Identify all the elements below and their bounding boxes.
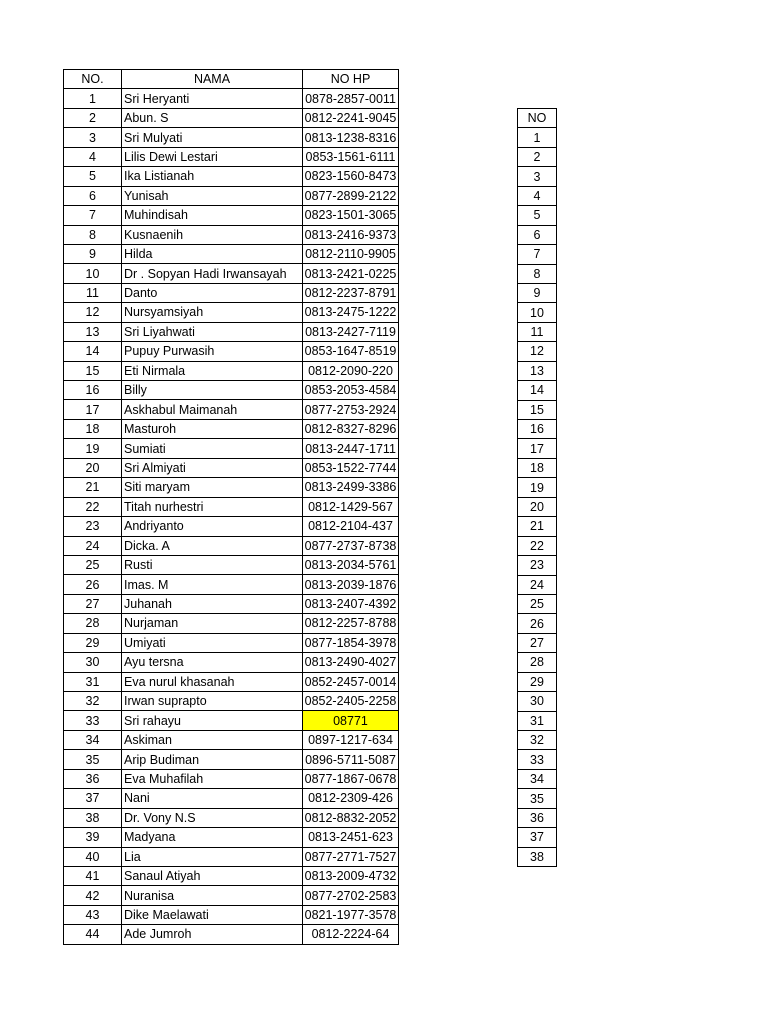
table-row bbox=[64, 322, 399, 341]
table-row bbox=[64, 730, 399, 749]
table-row bbox=[518, 167, 557, 186]
table-row bbox=[64, 808, 399, 827]
number-cell: 26 bbox=[518, 614, 557, 633]
name-cell: Dike Maelawati bbox=[122, 905, 303, 924]
phone-cell: 0812-2224-64 bbox=[303, 925, 399, 944]
phone-cell: 0877-2753-2924 bbox=[303, 400, 399, 419]
row-number-cell: 38 bbox=[64, 808, 122, 827]
phone-cell: 0813-1238-8316 bbox=[303, 128, 399, 147]
table-row bbox=[64, 342, 399, 361]
row-number-cell: 17 bbox=[64, 400, 122, 419]
phone-cell: 0852-2405-2258 bbox=[303, 692, 399, 711]
table-row bbox=[518, 128, 557, 147]
name-cell: Sri Heryanti bbox=[122, 89, 303, 108]
number-cell: 2 bbox=[518, 147, 557, 166]
phone-cell: 0813-2499-3386 bbox=[303, 478, 399, 497]
table-row bbox=[64, 517, 399, 536]
number-cell: 14 bbox=[518, 381, 557, 400]
number-cell: 15 bbox=[518, 400, 557, 419]
table-row bbox=[64, 400, 399, 419]
table-row bbox=[518, 264, 557, 283]
number-cell: 28 bbox=[518, 653, 557, 672]
row-number-cell: 7 bbox=[64, 206, 122, 225]
phone-cell: 0853-2053-4584 bbox=[303, 381, 399, 400]
table-row bbox=[518, 458, 557, 477]
table-row bbox=[518, 206, 557, 225]
table-row bbox=[64, 769, 399, 788]
row-number-cell: 6 bbox=[64, 186, 122, 205]
table-row bbox=[518, 556, 557, 575]
table-row bbox=[518, 769, 557, 788]
row-number-cell: 14 bbox=[64, 342, 122, 361]
table-row bbox=[64, 750, 399, 769]
table-row bbox=[64, 244, 399, 263]
number-cell: 18 bbox=[518, 458, 557, 477]
row-number-cell: 16 bbox=[64, 381, 122, 400]
table-row bbox=[64, 536, 399, 555]
table-row bbox=[64, 789, 399, 808]
table-row bbox=[64, 672, 399, 691]
table-row bbox=[518, 750, 557, 769]
phone-cell: 0823-1501-3065 bbox=[303, 206, 399, 225]
name-cell: Siti maryam bbox=[122, 478, 303, 497]
number-cell: 24 bbox=[518, 575, 557, 594]
name-cell: Sri rahayu bbox=[122, 711, 303, 730]
number-cell: 34 bbox=[518, 769, 557, 788]
row-number-cell: 1 bbox=[64, 89, 122, 108]
number-cell: 17 bbox=[518, 439, 557, 458]
phone-cell: 0812-2309-426 bbox=[303, 789, 399, 808]
number-cell: 22 bbox=[518, 536, 557, 555]
row-number-cell: 42 bbox=[64, 886, 122, 905]
name-cell: Lilis Dewi Lestari bbox=[122, 147, 303, 166]
phone-cell: 0852-2457-0014 bbox=[303, 672, 399, 691]
phone-cell: 0877-2737-8738 bbox=[303, 536, 399, 555]
row-number-cell: 25 bbox=[64, 555, 122, 574]
table-row bbox=[518, 731, 557, 750]
table-row bbox=[64, 633, 399, 652]
row-number-cell: 30 bbox=[64, 653, 122, 672]
table-row bbox=[518, 400, 557, 419]
name-cell: Rusti bbox=[122, 555, 303, 574]
table-row bbox=[64, 439, 399, 458]
number-cell: 12 bbox=[518, 342, 557, 361]
number-cell: 3 bbox=[518, 167, 557, 186]
row-number-cell: 33 bbox=[64, 711, 122, 730]
phone-cell: 0813-2407-4392 bbox=[303, 594, 399, 613]
number-cell: 35 bbox=[518, 789, 557, 808]
name-cell: Abun. S bbox=[122, 108, 303, 127]
row-number-cell: 21 bbox=[64, 478, 122, 497]
row-number-cell: 28 bbox=[64, 614, 122, 633]
table-row bbox=[518, 517, 557, 536]
name-cell: Danto bbox=[122, 283, 303, 302]
row-number-cell: 35 bbox=[64, 750, 122, 769]
table-row bbox=[64, 653, 399, 672]
row-number-cell: 20 bbox=[64, 458, 122, 477]
table-row bbox=[64, 478, 399, 497]
name-cell: Sri Almiyati bbox=[122, 458, 303, 477]
phone-cell: 0812-8327-8296 bbox=[303, 419, 399, 438]
name-cell: Madyana bbox=[122, 828, 303, 847]
number-cell: 31 bbox=[518, 711, 557, 730]
table-row bbox=[64, 692, 399, 711]
row-number-cell: 19 bbox=[64, 439, 122, 458]
table-row bbox=[518, 322, 557, 341]
phone-cell: 0877-1867-0678 bbox=[303, 769, 399, 788]
phone-cell: 0813-2034-5761 bbox=[303, 555, 399, 574]
number-cell: 8 bbox=[518, 264, 557, 283]
name-cell: Juhanah bbox=[122, 594, 303, 613]
table-row bbox=[518, 497, 557, 516]
phone-cell: 0823-1560-8473 bbox=[303, 167, 399, 186]
number-cell: 11 bbox=[518, 322, 557, 341]
number-cell: 4 bbox=[518, 186, 557, 205]
number-column-header: NO bbox=[518, 109, 557, 128]
phone-cell: 0813-2039-1876 bbox=[303, 575, 399, 594]
name-cell: Dicka. A bbox=[122, 536, 303, 555]
name-cell: Andriyanto bbox=[122, 517, 303, 536]
table-row bbox=[518, 808, 557, 827]
number-cell: 19 bbox=[518, 478, 557, 497]
name-cell: Sri Mulyati bbox=[122, 128, 303, 147]
row-number-cell: 8 bbox=[64, 225, 122, 244]
number-cell: 33 bbox=[518, 750, 557, 769]
table-row bbox=[64, 264, 399, 283]
number-cell: 5 bbox=[518, 206, 557, 225]
table-row bbox=[518, 361, 557, 380]
table-row bbox=[64, 128, 399, 147]
contact-table bbox=[63, 69, 399, 945]
phone-cell: 0877-2771-7527 bbox=[303, 847, 399, 866]
row-number-cell: 26 bbox=[64, 575, 122, 594]
table-row bbox=[518, 245, 557, 264]
table-row bbox=[64, 361, 399, 380]
number-cell: 27 bbox=[518, 633, 557, 652]
row-number-cell: 5 bbox=[64, 167, 122, 186]
table-row bbox=[518, 594, 557, 613]
table-row bbox=[518, 439, 557, 458]
number-cell: 25 bbox=[518, 594, 557, 613]
phone-cell: 0853-1561-6111 bbox=[303, 147, 399, 166]
phone-cell: 08771 bbox=[303, 711, 399, 730]
table-row bbox=[518, 711, 557, 730]
name-cell: Ayu tersna bbox=[122, 653, 303, 672]
name-cell: Arip Budiman bbox=[122, 750, 303, 769]
name-cell: Kusnaenih bbox=[122, 225, 303, 244]
name-cell: Nurjaman bbox=[122, 614, 303, 633]
table-row bbox=[64, 147, 399, 166]
number-cell: 29 bbox=[518, 672, 557, 691]
row-number-cell: 31 bbox=[64, 672, 122, 691]
phone-cell: 0813-2475-1222 bbox=[303, 303, 399, 322]
phone-cell: 0813-2427-7119 bbox=[303, 322, 399, 341]
phone-cell: 0812-2104-437 bbox=[303, 517, 399, 536]
table-row bbox=[518, 847, 557, 866]
name-cell: Askhabul Maimanah bbox=[122, 400, 303, 419]
table-row bbox=[64, 303, 399, 322]
table-row bbox=[518, 653, 557, 672]
table-row bbox=[518, 536, 557, 555]
table-row bbox=[518, 381, 557, 400]
row-number-cell: 13 bbox=[64, 322, 122, 341]
number-cell: 6 bbox=[518, 225, 557, 244]
name-cell: Ika Listianah bbox=[122, 167, 303, 186]
table-row bbox=[518, 789, 557, 808]
phone-cell: 0853-1647-8519 bbox=[303, 342, 399, 361]
row-number-cell: 11 bbox=[64, 283, 122, 302]
table-row bbox=[64, 886, 399, 905]
row-number-cell: 4 bbox=[64, 147, 122, 166]
table-row bbox=[518, 283, 557, 302]
number-cell: 23 bbox=[518, 556, 557, 575]
phone-cell: 0877-2702-2583 bbox=[303, 886, 399, 905]
name-cell: Pupuy Purwasih bbox=[122, 342, 303, 361]
table-row bbox=[64, 847, 399, 866]
name-cell: Billy bbox=[122, 381, 303, 400]
table-row bbox=[64, 206, 399, 225]
row-number-cell: 39 bbox=[64, 828, 122, 847]
table-row bbox=[64, 828, 399, 847]
row-number-cell: 32 bbox=[64, 692, 122, 711]
table-row bbox=[518, 828, 557, 847]
table-row bbox=[64, 555, 399, 574]
number-cell: 20 bbox=[518, 497, 557, 516]
table-row bbox=[64, 711, 399, 730]
phone-cell: 0812-2090-220 bbox=[303, 361, 399, 380]
table-row bbox=[64, 614, 399, 633]
phone-cell: 0813-2490-4027 bbox=[303, 653, 399, 672]
table-row bbox=[518, 186, 557, 205]
table-row bbox=[64, 925, 399, 944]
name-cell: Masturoh bbox=[122, 419, 303, 438]
header-no-hp: NO HP bbox=[303, 70, 399, 89]
table-row bbox=[64, 381, 399, 400]
table-row bbox=[518, 225, 557, 244]
table-row bbox=[518, 633, 557, 652]
row-number-cell: 10 bbox=[64, 264, 122, 283]
name-cell: Imas. M bbox=[122, 575, 303, 594]
row-number-cell: 12 bbox=[64, 303, 122, 322]
row-number-cell: 29 bbox=[64, 633, 122, 652]
name-cell: Dr. Vony N.S bbox=[122, 808, 303, 827]
table-row bbox=[518, 575, 557, 594]
table-row bbox=[518, 692, 557, 711]
row-number-cell: 36 bbox=[64, 769, 122, 788]
name-cell: Nani bbox=[122, 789, 303, 808]
table-row bbox=[518, 420, 557, 439]
number-cell: 10 bbox=[518, 303, 557, 322]
phone-cell: 0878-2857-0011 bbox=[303, 89, 399, 108]
number-cell: 7 bbox=[518, 245, 557, 264]
number-cell: 32 bbox=[518, 731, 557, 750]
table-row bbox=[518, 478, 557, 497]
name-cell: Muhindisah bbox=[122, 206, 303, 225]
number-cell: 30 bbox=[518, 692, 557, 711]
name-cell: Umiyati bbox=[122, 633, 303, 652]
number-cell: 36 bbox=[518, 808, 557, 827]
phone-cell: 0813-2416-9373 bbox=[303, 225, 399, 244]
table-row bbox=[518, 147, 557, 166]
name-cell: Nuranisa bbox=[122, 886, 303, 905]
table-row bbox=[64, 108, 399, 127]
number-cell: 38 bbox=[518, 847, 557, 866]
name-cell: Irwan suprapto bbox=[122, 692, 303, 711]
phone-cell: 0877-1854-3978 bbox=[303, 633, 399, 652]
name-cell: Dr . Sopyan Hadi Irwansayah bbox=[122, 264, 303, 283]
row-number-cell: 24 bbox=[64, 536, 122, 555]
number-cell: 9 bbox=[518, 283, 557, 302]
table-row bbox=[64, 283, 399, 302]
name-cell: Yunisah bbox=[122, 186, 303, 205]
row-number-cell: 40 bbox=[64, 847, 122, 866]
name-cell: Hilda bbox=[122, 244, 303, 263]
table-row bbox=[64, 225, 399, 244]
phone-cell: 0821-1977-3578 bbox=[303, 905, 399, 924]
table-row bbox=[518, 614, 557, 633]
number-cell: 37 bbox=[518, 828, 557, 847]
number-cell: 1 bbox=[518, 128, 557, 147]
row-number-cell: 9 bbox=[64, 244, 122, 263]
table-row bbox=[64, 497, 399, 516]
table-row bbox=[64, 575, 399, 594]
name-cell: Titah nurhestri bbox=[122, 497, 303, 516]
name-cell: Eva nurul khasanah bbox=[122, 672, 303, 691]
row-number-cell: 23 bbox=[64, 517, 122, 536]
phone-cell: 0897-1217-634 bbox=[303, 730, 399, 749]
row-number-cell: 44 bbox=[64, 925, 122, 944]
table-row bbox=[64, 186, 399, 205]
table-row bbox=[518, 342, 557, 361]
phone-cell: 0812-1429-567 bbox=[303, 497, 399, 516]
row-number-cell: 37 bbox=[64, 789, 122, 808]
contact-table-header-row bbox=[64, 70, 399, 89]
table-row bbox=[64, 419, 399, 438]
row-number-cell: 43 bbox=[64, 905, 122, 924]
name-cell: Sanaul Atiyah bbox=[122, 866, 303, 885]
row-number-cell: 18 bbox=[64, 419, 122, 438]
number-column-table bbox=[517, 108, 557, 867]
phone-cell: 0813-2421-0225 bbox=[303, 264, 399, 283]
row-number-cell: 15 bbox=[64, 361, 122, 380]
number-cell: 16 bbox=[518, 420, 557, 439]
name-cell: Ade Jumroh bbox=[122, 925, 303, 944]
name-cell: Lia bbox=[122, 847, 303, 866]
number-cell: 21 bbox=[518, 517, 557, 536]
phone-cell: 0812-8832-2052 bbox=[303, 808, 399, 827]
header-no: NO. bbox=[64, 70, 122, 89]
table-row bbox=[64, 167, 399, 186]
row-number-cell: 3 bbox=[64, 128, 122, 147]
phone-cell: 0812-2110-9905 bbox=[303, 244, 399, 263]
phone-cell: 0812-2241-9045 bbox=[303, 108, 399, 127]
name-cell: Eva Muhafilah bbox=[122, 769, 303, 788]
phone-cell: 0812-2257-8788 bbox=[303, 614, 399, 633]
row-number-cell: 34 bbox=[64, 730, 122, 749]
phone-cell: 0877-2899-2122 bbox=[303, 186, 399, 205]
table-row bbox=[64, 594, 399, 613]
number-column-header-row bbox=[518, 109, 557, 128]
name-cell: Sumiati bbox=[122, 439, 303, 458]
table-row bbox=[64, 89, 399, 108]
row-number-cell: 27 bbox=[64, 594, 122, 613]
table-row bbox=[518, 303, 557, 322]
header-nama: NAMA bbox=[122, 70, 303, 89]
phone-cell: 0853-1522-7744 bbox=[303, 458, 399, 477]
row-number-cell: 41 bbox=[64, 866, 122, 885]
row-number-cell: 22 bbox=[64, 497, 122, 516]
phone-cell: 0813-2451-623 bbox=[303, 828, 399, 847]
name-cell: Nursyamsiyah bbox=[122, 303, 303, 322]
number-cell: 13 bbox=[518, 361, 557, 380]
phone-cell: 0896-5711-5087 bbox=[303, 750, 399, 769]
phone-cell: 0812-2237-8791 bbox=[303, 283, 399, 302]
row-number-cell: 2 bbox=[64, 108, 122, 127]
table-row bbox=[518, 672, 557, 691]
name-cell: Eti Nirmala bbox=[122, 361, 303, 380]
table-row bbox=[64, 458, 399, 477]
table-row bbox=[64, 905, 399, 924]
phone-cell: 0813-2009-4732 bbox=[303, 866, 399, 885]
phone-cell: 0813-2447-1711 bbox=[303, 439, 399, 458]
name-cell: Sri Liyahwati bbox=[122, 322, 303, 341]
table-row bbox=[64, 866, 399, 885]
name-cell: Askiman bbox=[122, 730, 303, 749]
